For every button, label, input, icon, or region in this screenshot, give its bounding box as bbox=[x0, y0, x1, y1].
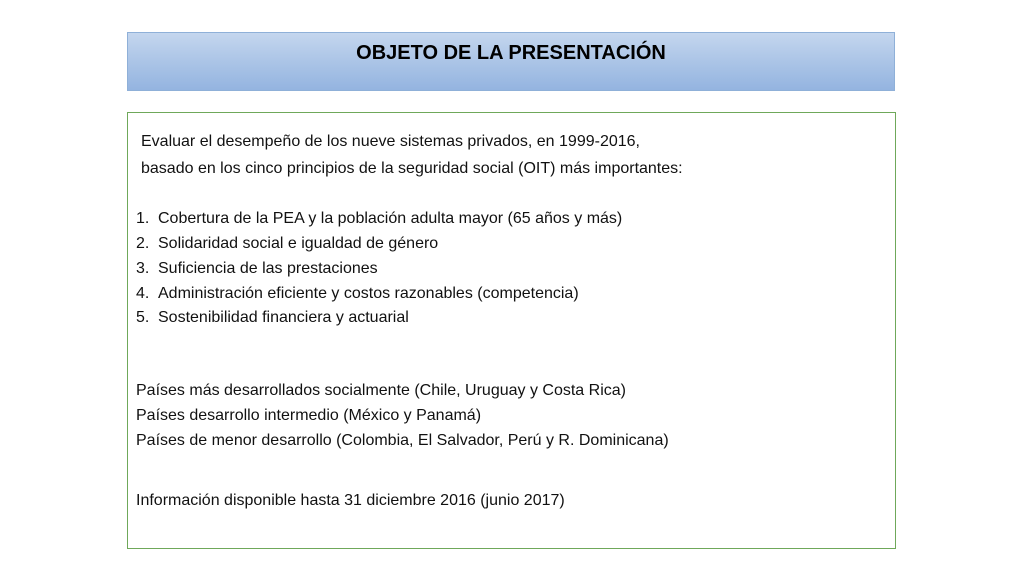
principle-number: 1. bbox=[136, 210, 150, 227]
principle-item bbox=[136, 308, 409, 328]
title-banner bbox=[127, 32, 895, 91]
slide-title: OBJETO DE LA PRESENTACIÓN bbox=[356, 42, 666, 64]
country-group-line: Países desarrollo intermedio (México y Panamá) bbox=[136, 407, 482, 424]
principle-number: 5. bbox=[136, 309, 150, 326]
principle-item bbox=[136, 234, 438, 254]
principle-number: 2. bbox=[136, 235, 150, 252]
intro-line: basado en los cinco principios de la seguridad social (OIT) más importantes: bbox=[141, 160, 683, 177]
principle-item bbox=[136, 259, 378, 279]
principle-label: Suficiencia de las prestaciones bbox=[158, 260, 378, 277]
principle-label: Sostenibilidad financiera y actuarial bbox=[158, 309, 409, 326]
principle-number: 4. bbox=[136, 285, 150, 302]
principle-label: Cobertura de la PEA y la población adulta mayor (65 años y más) bbox=[158, 210, 623, 227]
principle-item bbox=[136, 209, 622, 229]
country-group-line: Países de menor desarrollo (Colombia, El Salvador, Perú y R. Dominicana) bbox=[136, 432, 669, 449]
principle-label: Administración eficiente y costos razonables (competencia) bbox=[158, 285, 579, 302]
principle-number: 3. bbox=[136, 260, 150, 277]
principle-item bbox=[136, 284, 579, 304]
content-box bbox=[127, 112, 896, 549]
intro-line: Evaluar el desempeño de los nueve sistemas privados, en 1999-2016, bbox=[141, 133, 640, 150]
country-group-line: Países más desarrollados socialmente (Chile, Uruguay y Costa Rica) bbox=[136, 382, 626, 399]
principle-label: Solidaridad social e igualdad de género bbox=[158, 235, 439, 252]
info-note: Información disponible hasta 31 diciembre 2016 (junio 2017) bbox=[136, 492, 565, 509]
